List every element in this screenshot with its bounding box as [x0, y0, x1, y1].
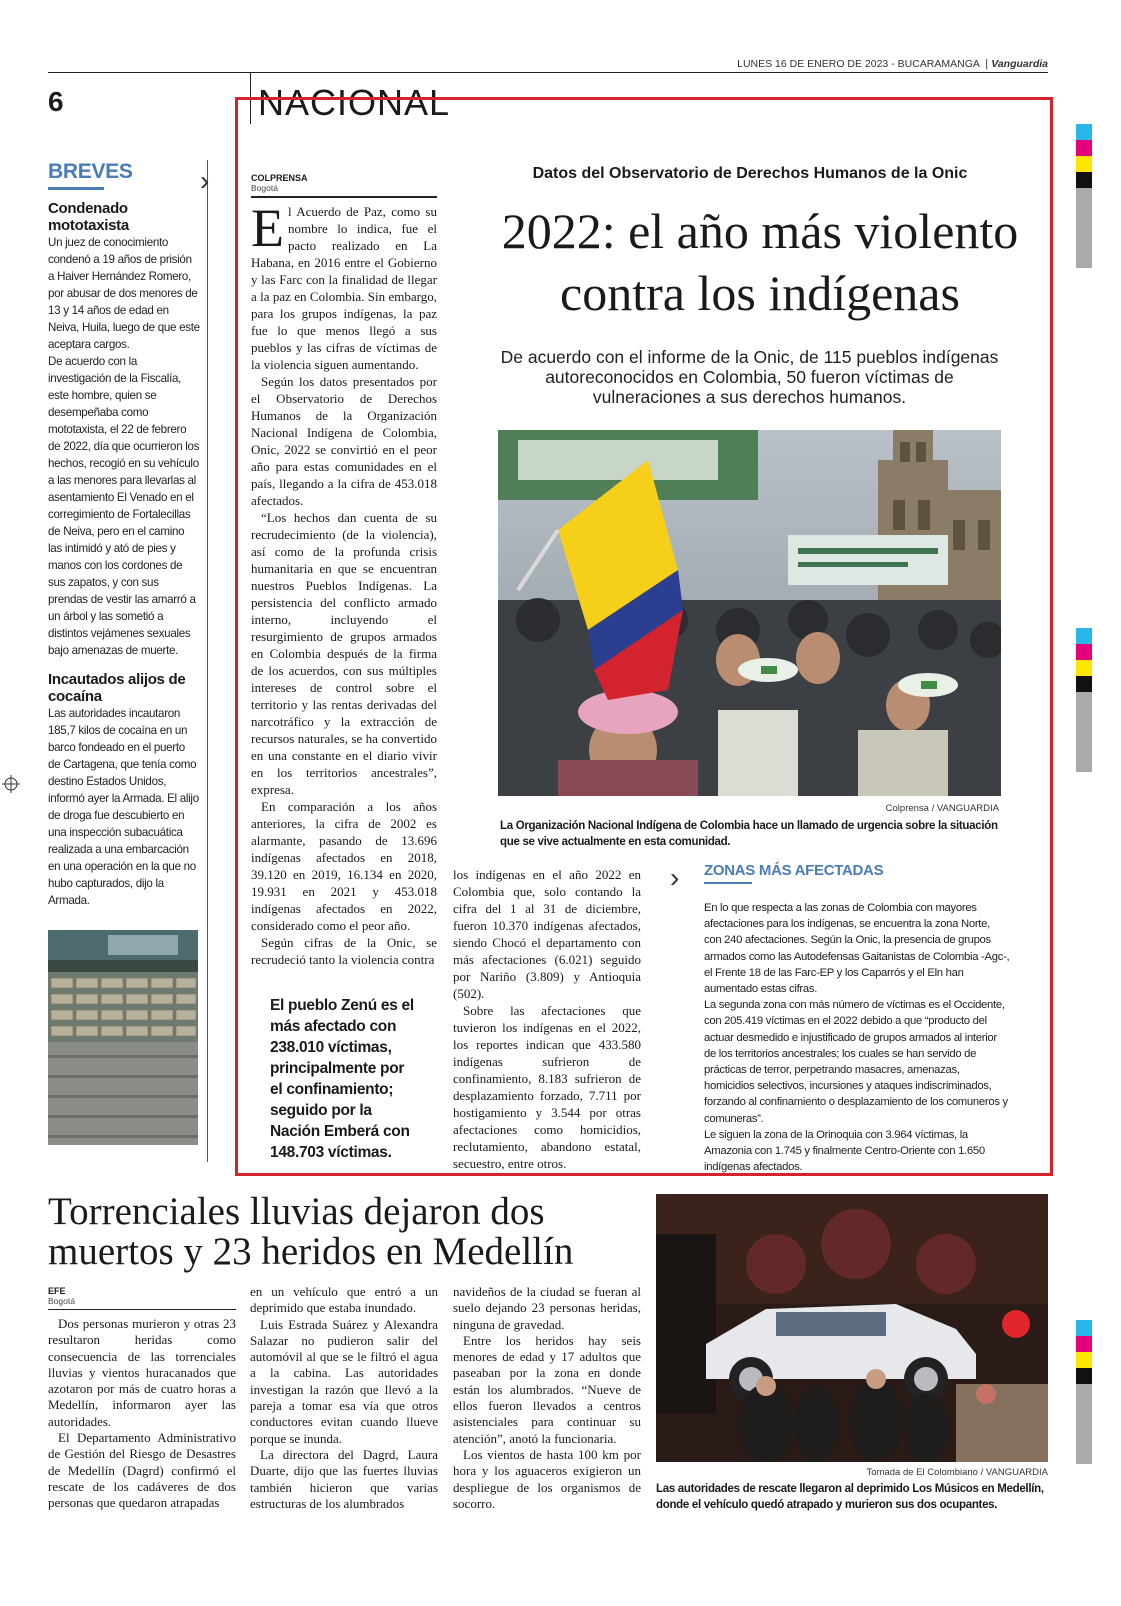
breve-heading-1: Condenado mototaxista — [48, 200, 129, 234]
sidebar-title: ZONAS MÁS AFECTADAS — [704, 862, 884, 879]
main-kicker: Datos del Observatorio de Derechos Humanos de la Onic — [532, 165, 968, 182]
body-paragraph: Entre los heridos hay seis menores de edad y 17 adultos que paseaban por la zona en donde están los alumbrados. “Nueve de ellos fueron llevados a centros asistenciales para continuar su atención”, anotó la funcionaria. — [453, 1332, 641, 1446]
body-paragraph: En comparación a los años anteriores, la cifra de 2002 es alarmante, pasando de 13.696 indígenas afectados en 2018, 39.120 en 2019, 16.134 en 2020, 19.931 en 2021 y 453.018 indígenas afectados en 2022, considerado como el peor año. — [251, 799, 437, 933]
main-deck: De acuerdo con el informe de la Onic, de 115 pueblos indígenas autoreconocidos en Colombia, 50 fueron víctimas de vulneraciones a sus derechos humanos. — [500, 347, 999, 407]
body-paragraph: l Acuerdo de Paz, como su nombre lo indica, fue el pacto realizado en La Habana, en 2016 entre el Gobierno y las Farc con la finalidad de llegar a la paz en Colombia. Sin embargo, para los grupos indígenas, la paz fue lo que menos llegó a sus pueblos y las cifras de víctimas de la violencia siguen aumentando. — [251, 204, 437, 372]
bottom-article-column-2 — [250, 1284, 438, 1512]
breve-paragraph: De acuerdo con la investigación de la Fiscalía, este hombre, quien se desempeñaba como mototaxista, el 22 de febrero de 2022, día que ocurrieron los hechos, recogió en su vehículo a las menores para llevarlas al asentamiento El Venado en el corregimiento de Fortalecillas de Neiva, pero en el camino las intimidó y ató de pies y manos con los cordones de sus zapatos, y con sus prendas de vestir las amarró a un árbol y las sometió a distintos vejámenes sexuales bajo amenazas de muerte. — [48, 355, 200, 657]
body-paragraph: Según cifras de la Onic, se recrudeció tanto la violencia contra — [251, 935, 437, 967]
bottom-headline: Torrenciales lluvias dejaron dos muertos y 23 heridos en Medellín — [48, 1190, 574, 1273]
main-headline — [470, 200, 1050, 324]
sidebar-body — [704, 900, 1010, 1175]
body-paragraph: Luis Estrada Suárez y Alexandra Salazar no pudieron salir del automóvil al que se le filtró el agua a la cabina. Las autoridades investigan la razón que llevó a la pareja a tomar esa vía que otros conductores evitan cuando llueve porque se inunda. — [250, 1316, 438, 1446]
breve-paragraph: Las autoridades incautaron 185,7 kilos de cocaína en un barco fondeado en el puerto de Cartagena, que tenía como destino Estados Unidos, informó ayer la Armada. El alijo de droga fue descubierto en una inspección subacuática realizada a una embarcación en una operación en la que no hubo capturados, dijo la Armada. — [48, 707, 199, 907]
header-rule — [48, 72, 1048, 73]
body-paragraph: Dos personas murieron y otras 23 resultaron heridas como consecuencia de las torrenciales lluvias y vientos huracanados que azotaron por más de cuatro horas a Medellín, informaron ayer las autoridades. — [48, 1316, 236, 1429]
body-paragraph: Según los datos presentados por el Observatorio de Derechos Humanos de la Organización Nacional Indígena de Colombia, Onic, 2022 se convirtió en el peor año para estas comunidades en el país, llegando a la cifra de 453.018 afectados. — [251, 374, 437, 508]
dateline: LUNES 16 DE ENERO DE 2023 - BUCARAMANGA | Vanguardia — [737, 58, 1048, 70]
crosshair-icon — [2, 775, 20, 793]
main-byline-city: Bogotá — [251, 183, 278, 193]
body-paragraph: los indígenas en el año 2022 en Colombia que, solo contando la cifra del 1 al 31 de diciembre, fueron 10.370 indígenas afectados, siendo Chocó el departamento con más afectaciones (6.021) seguido por Nariño (3.809) y Antioquia (502). — [453, 867, 641, 1001]
breve-paragraph: Un juez de conocimiento condenó a 19 años de prisión a Haiver Hernández Romero, por abusar de dos menores de 13 y 14 años de edad en Neiva, Huila, luego de que este aceptara cargos. — [48, 236, 200, 351]
bracket-arrow-icon: › — [200, 165, 210, 196]
sidebar-paragraph: Le siguen la zona de la Orinoquia con 3.964 víctimas, la Amazonia con 1.745 y finalmente Centro-Oriente con 1.650 indígenas afectados. — [704, 1128, 985, 1174]
drop-cap: E — [251, 198, 284, 258]
body-paragraph: navideños de la ciudad se fueran al suelo dejando 23 personas heridas, ninguna de gravedad. — [453, 1284, 641, 1332]
breves-column-rule — [207, 160, 208, 1162]
pull-quote: El pueblo Zenú es el más afectado con 238.010 víctimas, principalmente por el confinamiento; seguido por la Nación Emberá con 148.703 víctimas. — [270, 997, 414, 1161]
sidebar-paragraph: La segunda zona con más número de víctimas es el Occidente, con 205.419 víctimas en el 2022 debido a que “producto del actuar desmedido e injustificado de grupos armados al interior de los territorios ancestrales; los cuales se han servido de prácticas de terror, perpetrando masacres, amenazas, homicidios selectivos, incursiones y ataques indiscriminados, forzando al confinamiento o desplazamiento de los comuneros y comuneras”. — [704, 999, 1008, 1125]
bottom-byline-rule — [48, 1309, 236, 1310]
bottom-byline: EFE — [48, 1286, 66, 1296]
body-paragraph: Sobre las afectaciones que tuvieron los indígenas en el 2022, los reportes indican que 433.580 indígenas sufrieron de confinamiento, 8.183 sufrieron de desplazamiento forzado, 7.711 por hostigamiento y 3.544 por otras afectaciones como homicidios, reclutamiento, abandono estatal, secuestro, entre otros. — [453, 1003, 641, 1171]
breves-column — [48, 160, 200, 909]
bottom-photo-caption: Las autoridades de rescate llegaron al deprimido Los Músicos en Medellín, donde el vehículo quedó atrapado y murieron sus dos ocupantes. — [656, 1483, 1044, 1511]
flood-rescue-photo — [656, 1194, 1048, 1462]
bottom-article-column-1 — [48, 1316, 236, 1512]
main-byline: COLPRENSA — [251, 173, 308, 183]
bottom-article-column-3 — [453, 1284, 641, 1512]
bracket-arrow-icon: › — [670, 862, 680, 893]
body-paragraph: El Departamento Administrativo de Gestión del Riesgo de Desastres de Medellín (Dagrd) confirmó el rescate de los cadáveres de dos personas que quedaron atrapadas — [48, 1430, 236, 1511]
main-photo-caption: La Organización Nacional Indígena de Colombia hace un llamado de urgencia sobre la situación que se vive actualmente en esta comunidad. — [500, 820, 998, 848]
dateline-text: LUNES 16 DE ENERO DE 2023 - BUCARAMANGA — [737, 58, 980, 70]
indigenous-protest-photo — [498, 430, 1001, 796]
body-paragraph: Los vientos de hasta 100 km por hora y los aguaceros exigieron un despliegue de los organismos de socorro. — [453, 1446, 641, 1511]
breve-body-2 — [48, 705, 200, 909]
breve-body-1 — [48, 234, 200, 659]
registration-marks-middle — [1076, 628, 1092, 772]
main-photo-credit: Colprensa / VANGUARDIA — [885, 803, 999, 814]
bottom-photo-credit: Tomada de El Colombiano / VANGUARDIA — [866, 1467, 1048, 1478]
section-title: NACIONAL — [258, 82, 451, 123]
headline-line-2: contra los indígenas — [560, 265, 960, 321]
main-article-column-1 — [251, 198, 437, 968]
body-paragraph: “Los hechos dan cuenta de su recrudecimiento (de la violencia), así como de la profunda crisis humanitaria en que se encuentran nuestros Pueblos Indígenas. La persistencia del conflicto armado interno, incluyendo el resurgimiento de grupos armados en Colombia después de la firma de los acuerdos, con sus múltiples intereses de control sobre el territorio y las rentas derivadas del narcotráfico y la extracción de recursos naturales, se ha convertido en una constante en el diario vivir en los territorios ancestrales”, expresa. — [251, 510, 437, 797]
brand-logo: Vanguardia — [991, 58, 1048, 70]
sidebar-paragraph: En lo que respecta a las zonas de Colombia con mayores afectaciones para los indígenas, se encuentra la zona Norte, con 240 afectaciones. Según la Onic, la presencia de grupos armados como las Autodefensas Gaitanistas de Colombia -Agc-, el Frente 18 de las Farc-EP y los Caparrós y el Eln han aumentado estas cifras. — [704, 902, 1010, 996]
breve-heading-2: Incautados alijos de cocaína — [48, 671, 186, 705]
bottom-byline-city: Bogotá — [48, 1296, 75, 1306]
body-paragraph: La directora del Dagrd, Laura Duarte, dijo que las fuertes lluvias también hicieron que varias estructuras de los alumbrados — [250, 1446, 438, 1511]
breves-underline — [48, 187, 104, 190]
sidebar-title-underline — [704, 882, 752, 884]
breves-title: BREVES — [48, 160, 133, 183]
main-article-column-2 — [453, 866, 641, 1172]
page-number: 6 — [48, 86, 64, 117]
body-paragraph: en un vehículo que entró a un deprimido que estaba inundado. — [250, 1284, 438, 1316]
registration-marks-top — [1076, 124, 1092, 268]
cocaine-seizure-photo — [48, 930, 198, 1145]
headline-line-1: 2022: el año más violento — [501, 203, 1019, 259]
registration-marks-bottom — [1076, 1320, 1092, 1464]
